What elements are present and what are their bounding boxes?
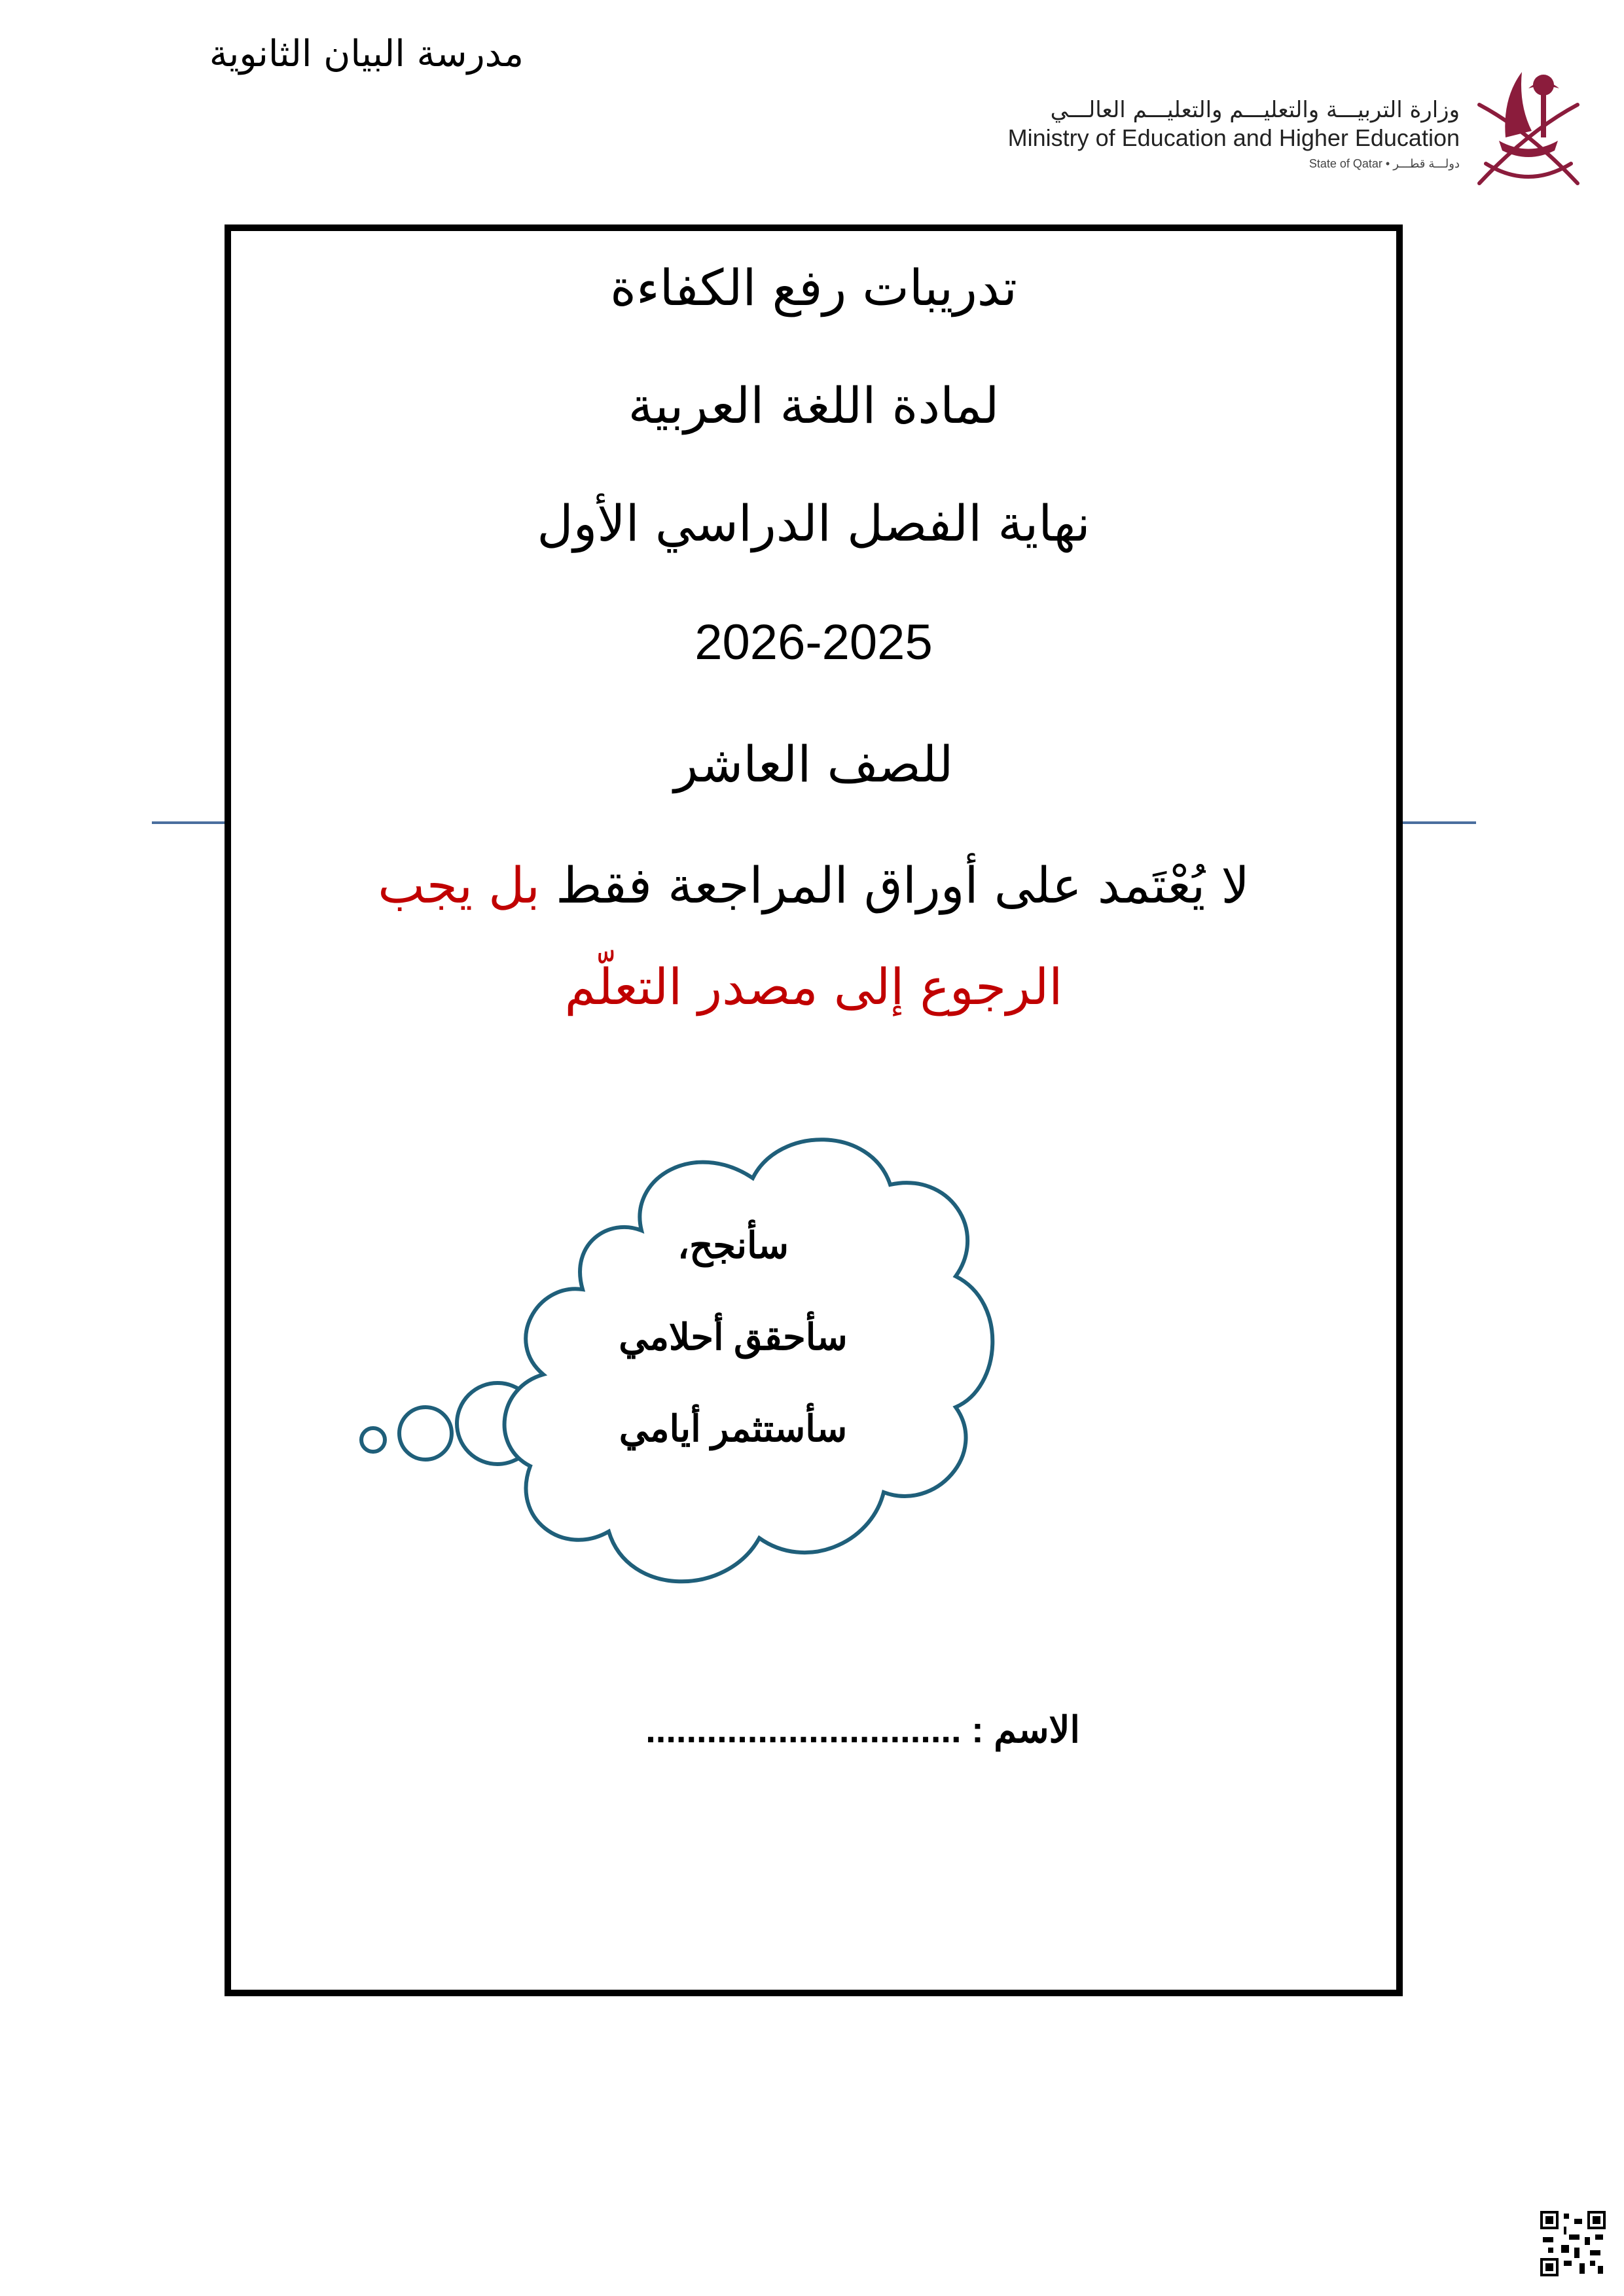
cover-title: تدريبات رفع الكفاءة [610,259,1017,317]
thought-cloud-icon [347,1126,1034,1623]
note-red-text: بل يجب [378,856,540,914]
ministry-name-arabic: وزارة التربيـــة والتعليـــم والتعليـــم العالـــي [1050,97,1460,123]
note-black-text: لا يُعْتَمد على أوراق المراجعة فقط [556,856,1250,914]
state-of-qatar: State of Qatar • دولـــة قطـــر [1308,157,1460,170]
cover-term: نهاية الفصل الدراسي الأول [537,494,1091,552]
qr-code-icon [1540,2211,1606,2276]
cover-year: 2026-2025 [695,615,933,670]
name-label: الاسم : [971,1709,1080,1750]
cover-note-line1 [231,856,1396,914]
cloud-line-3: سأستثمر أيامي [619,1408,848,1449]
ministry-name-english: Ministry of Education and Higher Education [1007,124,1460,151]
cover-grade: للصف العاشر [674,735,954,793]
name-field[interactable] [524,1708,1080,1751]
name-dots: ............................... [645,1709,962,1750]
qatar-emblem-icon [1466,59,1591,190]
ministry-logo [975,59,1591,190]
left-rule-line [152,821,227,824]
right-rule-line [1401,821,1476,824]
cover-subject: لمادة اللغة العربية [628,376,1000,435]
cloud-line-1: سأنجح، [677,1225,789,1266]
cloud-line-2: سأحقق أحلامي [619,1316,848,1357]
school-name: مدرسة البيان الثانوية [209,33,524,75]
cover-note-line2: الرجوع إلى مصدر التعلّم [564,958,1063,1016]
